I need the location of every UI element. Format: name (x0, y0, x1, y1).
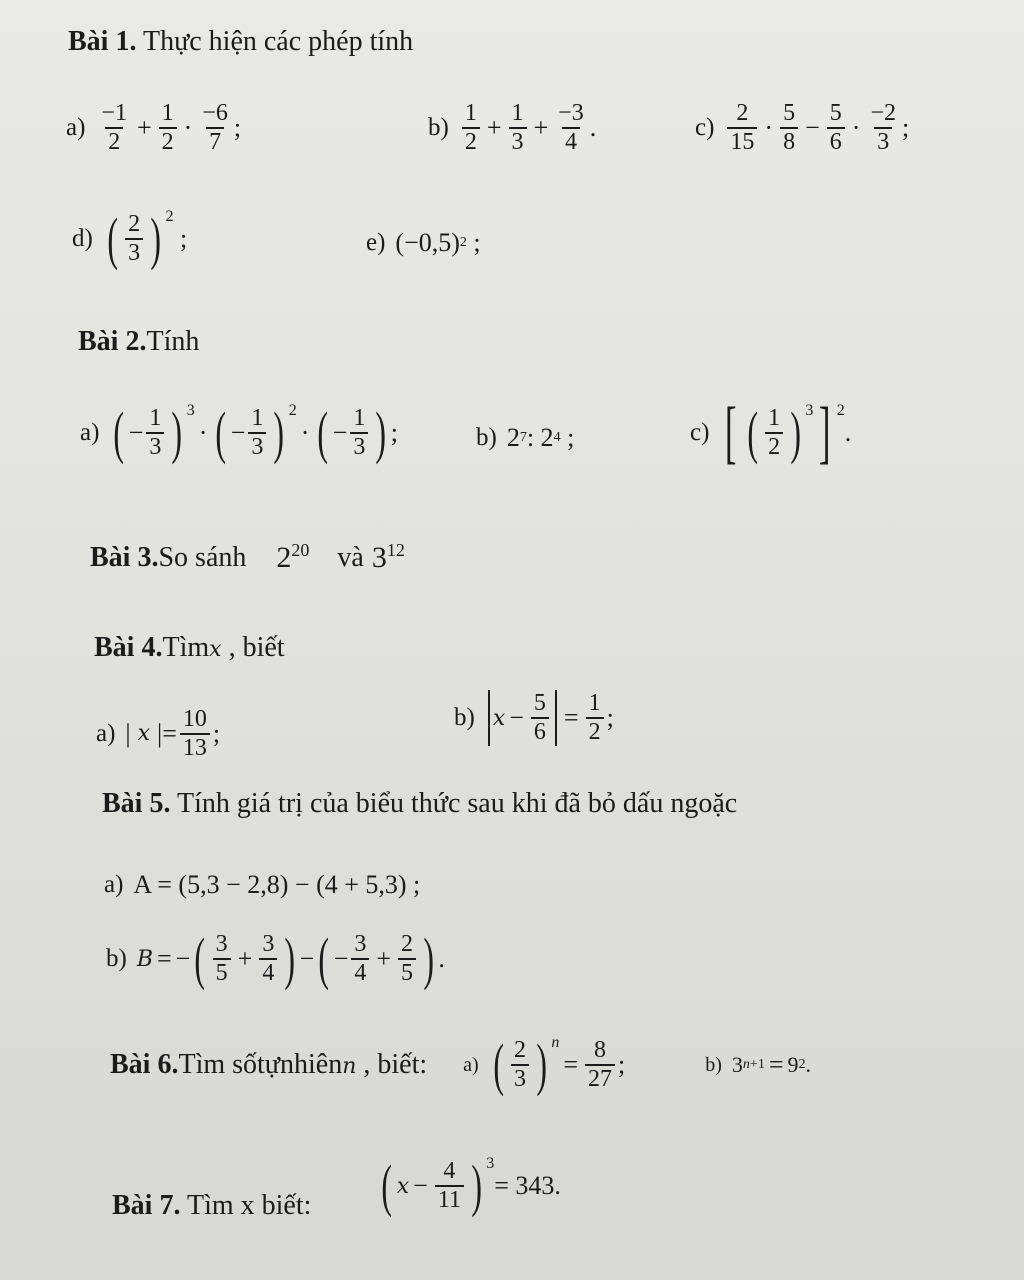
exercise-2c: c) [ ( $\frac{1}{2}$ ) 3 ] 2 . (690, 394, 852, 471)
exercise-1e: e) (−0,5) 2 ; (366, 228, 481, 257)
exercise-1c: c) $\frac{2}{15}$ · $\frac{5}{8}$ − $\frac{5}{6}$ · $\frac{-2}{3}$ ; (695, 100, 910, 155)
exercise-1-title: Bài 1. Thực hiện các phép tính (68, 26, 414, 57)
exercise-5-title: Bài 5. Tính giá trị của biểu thức sau khi đã bỏ dấu ngoặc (102, 788, 738, 819)
exercise-1a: a) $\frac{-1}{2}$ + $\frac{1}{2}$ · $\frac{-6}{7}$ ; (66, 100, 242, 155)
exercise-2a: a) ( − $\frac{1}{3}$ ) 3 · ( − $\frac{1}{3}$ ) 2 · ( − $\frac{1}{3}$ ) ; (80, 400, 398, 465)
exercise-7: Bài 7. Tìm x biết: ( x − $\frac{4}{11}$ ) 3 = 343. (112, 1153, 561, 1221)
exercise-2b: b) 2 7 : 2 4 ; (476, 423, 575, 452)
exercise-6: Bài 6.Tìm sốtựnhiênn , biết: a) ( $\frac{2}{3}$ ) n = $\frac{8}{27}$ ; b) 3 n+1 = 9 2 . (110, 1032, 811, 1097)
exercise-5a: a) A = (5,3 − 2,8) − (4 + 5,3) ; (104, 870, 421, 899)
exercise-3: Bài 3.So sánh $2^{20}$ và $3^{12}$ (90, 540, 405, 574)
exercise-1d: d) ( $\frac{2}{3}$ ) 2 ; (72, 206, 188, 271)
exercise-4b: b) x − $\frac{5}{6}$ = $\frac{1}{2}$ ; (454, 690, 614, 745)
exercise-2-title: Bài 2.Tính (78, 326, 200, 357)
exercise-4-title: Bài 4.Tìmx , biết (94, 632, 285, 663)
exercise-4a: a) | x |= $\frac{10}{13}$ ; (96, 706, 221, 761)
exercise-1b: b) $\frac{1}{2}$ + $\frac{1}{3}$ + $\frac{-3}{4}$ . (428, 100, 597, 155)
exercise-5b: b) B = − ( $\frac{3}{5}$ + $\frac{3}{4}$ ) − ( − $\frac{3}{4}$ + $\frac{2}{5}$ ) . (106, 926, 445, 991)
